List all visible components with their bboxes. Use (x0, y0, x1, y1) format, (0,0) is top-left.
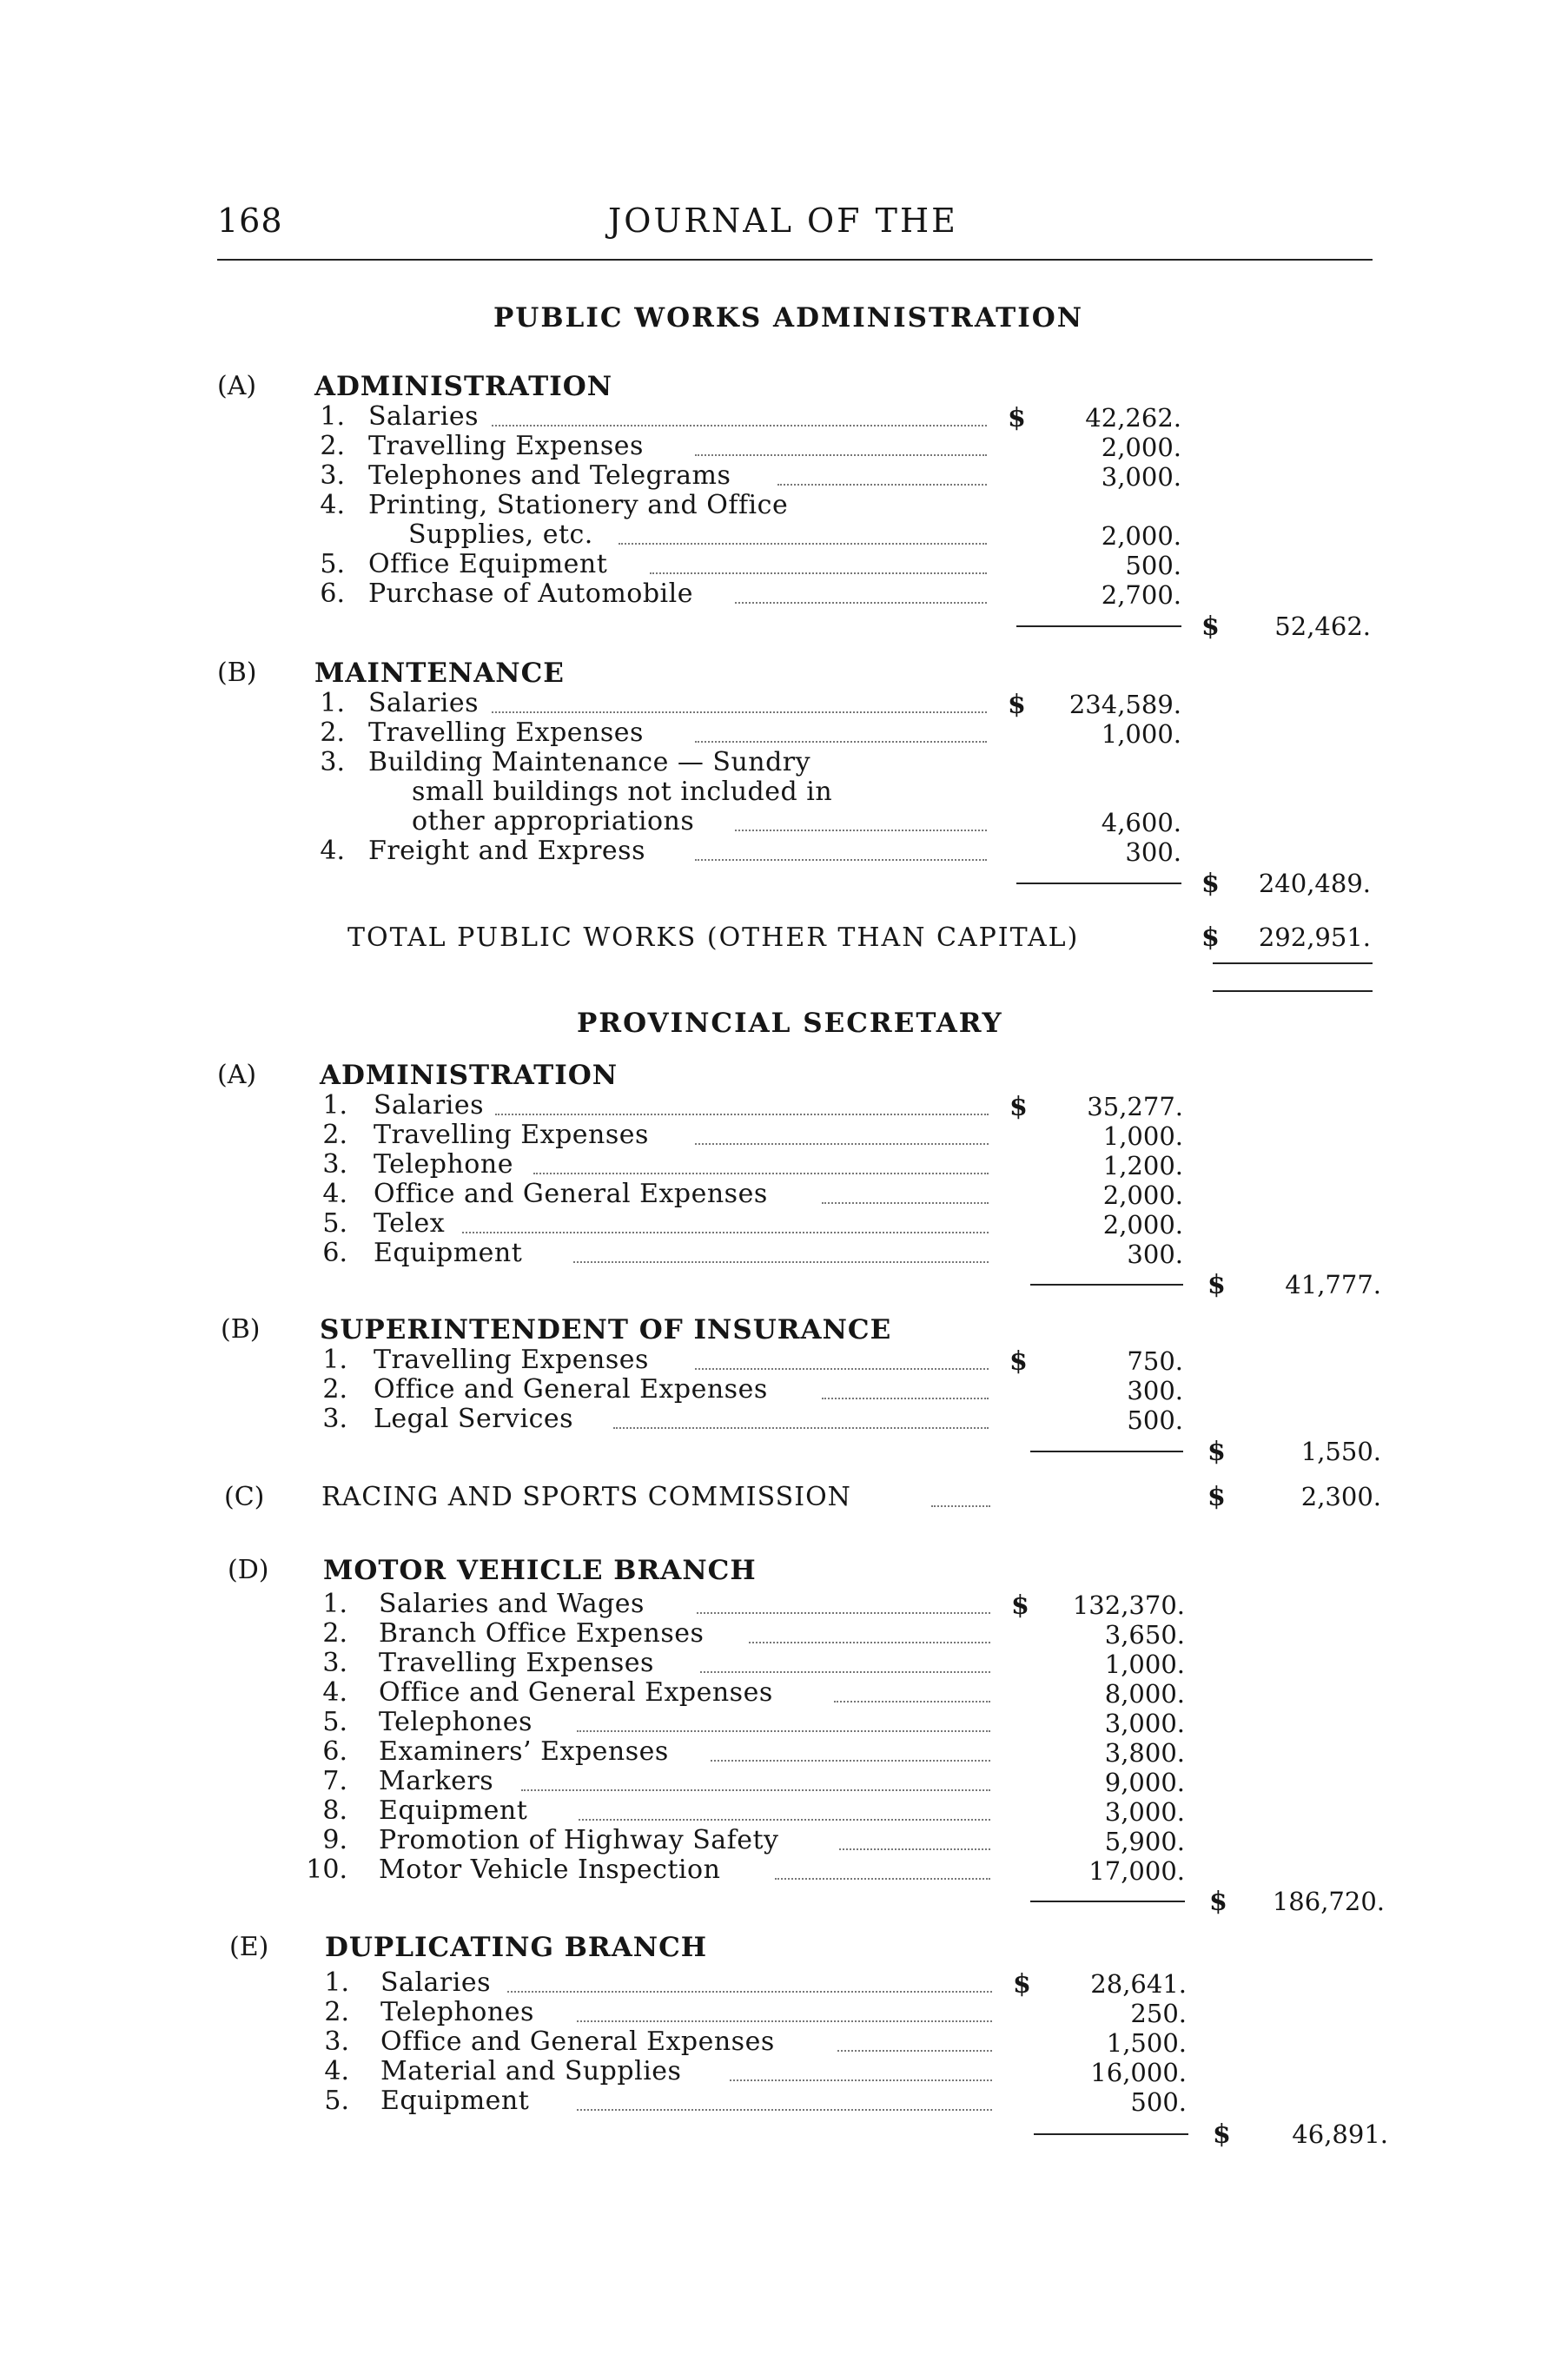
item-text: Travelling Expenses (379, 1648, 654, 1678)
item-amount: 9,000. (1104, 1768, 1185, 1797)
dot-leader (577, 2109, 992, 2111)
subtotal-rule (1016, 625, 1181, 627)
item-number: 4. (320, 490, 345, 520)
item-text: Telephone (374, 1149, 513, 1180)
item-amount: 3,000. (1104, 1797, 1185, 1827)
item-amount: 2,000. (1102, 1180, 1183, 1210)
item-number: 3. (322, 1404, 347, 1434)
item-text: Salaries (374, 1090, 485, 1121)
grand-total-label: TOTAL PUBLIC WORKS (OTHER THAN CAPITAL) (347, 922, 1080, 953)
item-number: 3. (322, 1648, 347, 1678)
dot-leader (700, 1671, 990, 1673)
item-amount: 3,800. (1104, 1738, 1185, 1768)
section-heading: DUPLICATING BRANCH (325, 1932, 708, 1963)
dot-leader (695, 741, 987, 743)
item-amount: 300. (1127, 1240, 1183, 1269)
item-text: Office and General Expenses (380, 2026, 775, 2057)
section-total: 186,720. (1272, 1887, 1385, 1916)
item-number: 2. (320, 431, 345, 461)
item-amount: 500. (1125, 551, 1181, 580)
dot-leader (492, 711, 987, 713)
item-number: 5. (322, 1208, 347, 1239)
item-text: Printing, Stationery and Office (368, 490, 789, 520)
section-total: 1,550. (1300, 1437, 1381, 1466)
dot-leader (931, 1505, 990, 1507)
subtotal-rule (1034, 2133, 1188, 2135)
dot-leader (573, 1261, 989, 1263)
dot-leader (749, 1642, 990, 1643)
section-heading: MAINTENANCE (314, 658, 565, 689)
item-amount: 1,000. (1101, 719, 1181, 749)
item-number: 4. (320, 836, 345, 866)
dot-leader (735, 830, 987, 831)
dollar-sign: $ (1201, 869, 1220, 899)
section-label: (A) (217, 1060, 257, 1090)
dot-leader (695, 1143, 989, 1145)
item-amount: 3,650. (1104, 1620, 1185, 1650)
item-amount: 234,589. (1068, 690, 1181, 719)
item-text-continued: other appropriations (412, 806, 695, 836)
dollar-sign: $ (1213, 2119, 1231, 2150)
section-total: 41,777. (1285, 1270, 1381, 1299)
dollar-sign: $ (1011, 1590, 1029, 1621)
dot-leader (495, 1114, 989, 1115)
item-amount: 2,000. (1101, 521, 1181, 551)
subtotal-rule (1030, 1901, 1185, 1902)
item-text: Salaries (380, 1967, 492, 1998)
item-number: 2. (322, 1120, 347, 1150)
double-rule (1213, 990, 1373, 992)
item-text: Travelling Expenses (374, 1120, 649, 1150)
item-number: 1. (322, 1589, 347, 1619)
item-number: 10. (306, 1855, 347, 1885)
dept-title-public-works: PUBLIC WORKS ADMINISTRATION (493, 302, 1084, 334)
item-text: Travelling Expenses (368, 717, 644, 748)
item-amount: 35,277. (1087, 1092, 1183, 1121)
dot-leader (462, 1232, 989, 1233)
item-amount: 3,000. (1104, 1709, 1185, 1738)
dept-title-provincial-secretary: PROVINCIAL SECRETARY (577, 1008, 1003, 1039)
dollar-sign: $ (1207, 1437, 1226, 1467)
item-amount: 16,000. (1090, 2058, 1187, 2087)
item-amount: 3,000. (1101, 462, 1181, 492)
subtotal-rule (1030, 1284, 1183, 1286)
section-heading: SUPERINTENDENT OF INSURANCE (320, 1314, 892, 1345)
dot-leader (834, 1701, 990, 1703)
page-header (217, 202, 1373, 261)
item-text: Equipment (374, 1238, 523, 1268)
item-number: 6. (322, 1736, 347, 1767)
dollar-sign: $ (1201, 612, 1220, 642)
dot-leader (735, 602, 987, 604)
dot-leader (697, 1612, 990, 1614)
item-number: 6. (320, 579, 345, 609)
item-number: 2. (320, 717, 345, 748)
subtotal-rule (1030, 1451, 1183, 1452)
item-text: Equipment (380, 2086, 530, 2116)
item-number: 7. (322, 1766, 347, 1796)
item-amount: 2,000. (1101, 433, 1181, 462)
dot-leader (577, 2020, 992, 2022)
item-number: 8. (322, 1795, 347, 1826)
dollar-sign: $ (1207, 1270, 1226, 1300)
item-number: 5. (324, 2086, 349, 2116)
section-total: 52,462. (1274, 612, 1371, 641)
item-number: 3. (322, 1149, 347, 1180)
item-number: 1. (320, 688, 345, 718)
dot-leader (822, 1202, 989, 1204)
item-number: 1. (320, 401, 345, 432)
item-number: 3. (320, 460, 345, 491)
item-amount: 300. (1127, 1376, 1183, 1405)
item-number: 9. (322, 1825, 347, 1855)
item-text: Telephones (379, 1707, 533, 1737)
dot-leader (577, 1730, 990, 1732)
section-heading: RACING AND SPORTS COMMISSION (321, 1482, 851, 1512)
item-text: Material and Supplies (380, 2056, 682, 2086)
section-label: (C) (224, 1482, 265, 1512)
item-amount: 300. (1125, 837, 1181, 867)
dot-leader (730, 2079, 992, 2081)
dot-leader (695, 1368, 989, 1370)
section-label: (D) (228, 1555, 269, 1585)
item-number: 1. (324, 1967, 349, 1998)
dot-leader (822, 1398, 989, 1399)
section-label: (B) (217, 658, 257, 688)
item-text: Office and General Expenses (374, 1374, 768, 1405)
section-label: (A) (217, 371, 257, 401)
section-total: 46,891. (1292, 2119, 1388, 2149)
item-number: 6. (322, 1238, 347, 1268)
item-amount: 2,000. (1102, 1210, 1183, 1240)
dot-leader (521, 1789, 990, 1791)
item-text: Salaries (368, 688, 480, 718)
item-amount: 4,600. (1101, 808, 1181, 837)
section-heading: ADMINISTRATION (320, 1060, 619, 1091)
item-amount: 500. (1127, 1405, 1183, 1435)
section-label: (B) (221, 1314, 261, 1345)
item-amount: 1,000. (1102, 1121, 1183, 1151)
dollar-sign: $ (1008, 403, 1026, 433)
dollar-sign: $ (1008, 690, 1026, 720)
dollar-sign: $ (1009, 1346, 1028, 1377)
item-amount: 42,262. (1085, 403, 1181, 433)
dot-leader (507, 1991, 992, 1993)
item-text: Legal Services (374, 1404, 574, 1434)
dot-leader (533, 1173, 989, 1174)
item-text: Branch Office Expenses (379, 1618, 705, 1649)
item-text: Office and General Expenses (374, 1179, 768, 1209)
item-text: Office Equipment (368, 549, 608, 579)
item-number: 2. (322, 1618, 347, 1649)
item-text: Examiners’ Expenses (379, 1736, 669, 1767)
item-amount: 17,000. (1088, 1856, 1185, 1886)
dot-leader (619, 543, 987, 545)
item-text: Promotion of Highway Safety (379, 1825, 779, 1855)
item-text: Purchase of Automobile (368, 579, 694, 609)
item-text: Freight and Express (368, 836, 645, 866)
item-amount: 1,500. (1106, 2028, 1187, 2058)
item-amount: 2,700. (1101, 580, 1181, 610)
dot-leader (711, 1760, 990, 1762)
item-amount: 500. (1130, 2087, 1187, 2117)
dollar-sign: $ (1013, 1969, 1031, 2000)
dot-leader (650, 572, 987, 574)
dollar-sign: $ (1201, 922, 1220, 953)
dot-leader (695, 859, 987, 861)
dot-leader (492, 425, 987, 426)
item-text: Salaries (368, 401, 480, 432)
item-amount: 28,641. (1090, 1969, 1187, 1999)
item-number: 3. (324, 2026, 349, 2057)
item-number: 2. (322, 1374, 347, 1405)
double-rule (1213, 962, 1373, 964)
dot-leader (837, 2050, 992, 2052)
section-total: 240,489. (1258, 869, 1371, 898)
item-text-continued: small buildings not included in (412, 777, 833, 807)
item-number: 5. (320, 549, 345, 579)
item-amount: 8,000. (1104, 1679, 1185, 1709)
dollar-sign: $ (1009, 1092, 1028, 1122)
item-number: 3. (320, 747, 345, 777)
section-label: (E) (229, 1932, 269, 1962)
section-heading: ADMINISTRATION (314, 371, 613, 402)
item-text: Travelling Expenses (374, 1345, 649, 1375)
item-amount: 250. (1130, 1999, 1187, 2028)
item-number: 4. (322, 1677, 347, 1708)
item-number: 5. (322, 1707, 347, 1737)
section-total: 2,300. (1300, 1482, 1381, 1511)
item-amount: 5,900. (1104, 1827, 1185, 1856)
dot-leader (777, 484, 987, 486)
item-text: Markers (379, 1766, 494, 1796)
item-number: 4. (324, 2056, 349, 2086)
page-number: 168 (217, 202, 283, 240)
dot-leader (613, 1427, 989, 1429)
dot-leader (579, 1819, 990, 1821)
item-amount: 1,000. (1104, 1650, 1185, 1679)
dot-leader (695, 454, 987, 456)
grand-total-value: 292,951. (1258, 922, 1371, 952)
item-text: Telex (374, 1208, 446, 1239)
item-text: Telephones and Telegrams (368, 460, 731, 491)
item-number: 1. (322, 1090, 347, 1121)
item-text: Building Maintenance — Sundry (368, 747, 811, 777)
item-amount: 750. (1127, 1346, 1183, 1376)
item-amount: 132,370. (1072, 1590, 1185, 1620)
item-text: Equipment (379, 1795, 528, 1826)
item-text: Office and General Expenses (379, 1677, 773, 1708)
item-text: Salaries and Wages (379, 1589, 645, 1619)
item-text: Travelling Expenses (368, 431, 644, 461)
running-title: JOURNAL OF THE (608, 202, 958, 240)
item-number: 1. (322, 1345, 347, 1375)
item-number: 2. (324, 1997, 349, 2027)
dollar-sign: $ (1207, 1482, 1226, 1512)
subtotal-rule (1016, 883, 1181, 884)
section-heading: MOTOR VEHICLE BRANCH (323, 1555, 757, 1586)
item-amount: 1,200. (1102, 1151, 1183, 1180)
item-text-continued: Supplies, etc. (408, 519, 593, 550)
item-text: Motor Vehicle Inspection (379, 1855, 721, 1885)
dollar-sign: $ (1209, 1887, 1227, 1917)
item-number: 4. (322, 1179, 347, 1209)
item-text: Telephones (380, 1997, 534, 2027)
dot-leader (839, 1848, 990, 1850)
dot-leader (775, 1878, 990, 1880)
